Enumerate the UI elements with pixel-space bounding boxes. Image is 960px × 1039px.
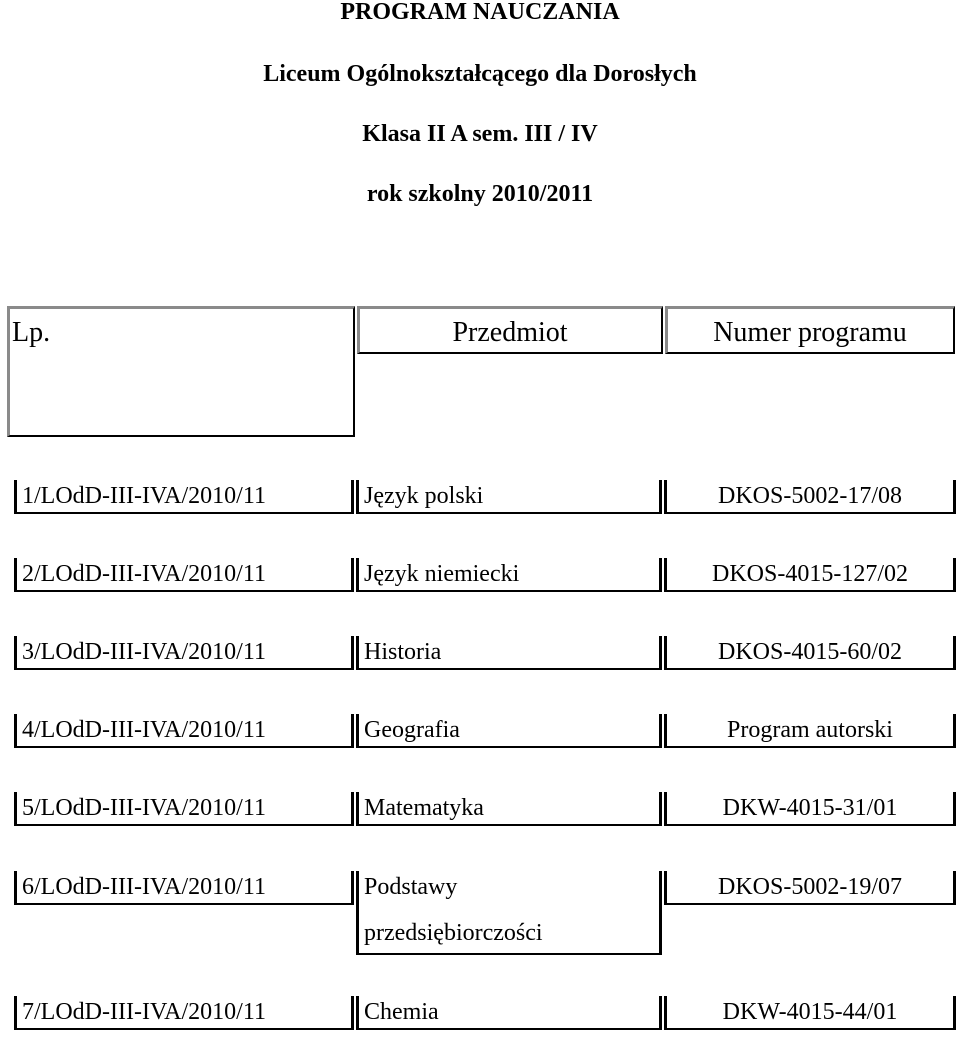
row-1-program-cell: [664, 480, 956, 514]
row-1-lp-cell: [14, 480, 354, 514]
column-header-subject: [357, 306, 663, 354]
row-2-lp: 2/LOdD-III-IVA/2010/11: [22, 561, 266, 587]
row-3-program: DKOS-4015-60/02: [718, 639, 902, 665]
row-3-lp: 3/LOdD-III-IVA/2010/11: [22, 639, 266, 665]
row-6-subject: Podstawy: [364, 874, 458, 900]
document-title: PROGRAM NAUCZANIA: [340, 0, 620, 25]
row-2-program: DKOS-4015-127/02: [712, 561, 908, 587]
row-4-lp: 4/LOdD-III-IVA/2010/11: [22, 717, 266, 743]
row-3-subject: Historia: [364, 639, 442, 665]
row-1-subject-cell: [356, 480, 662, 514]
row-5-lp: 5/LOdD-III-IVA/2010/11: [22, 795, 266, 821]
school-name: Liceum Ogólnokształcącego dla Dorosłych: [263, 61, 697, 87]
row-2-subject-cell: [356, 558, 662, 592]
column-header-subject-label: Przedmiot: [452, 317, 568, 348]
row-6-lp-cell: [14, 871, 354, 905]
row-2-lp-cell: [14, 558, 354, 592]
row-7-subject: Chemia: [364, 999, 439, 1025]
row-5-lp-cell: [14, 792, 354, 826]
row-5-program: DKW-4015-31/01: [722, 795, 898, 821]
row-2-subject: Język niemiecki: [364, 561, 520, 587]
column-header-program-label: Numer programu: [713, 317, 907, 348]
row-5-subject-cell: [356, 792, 662, 826]
column-header-program: [665, 306, 955, 354]
row-6-lp: 6/LOdD-III-IVA/2010/11: [22, 874, 266, 900]
row-7-subject-cell: [356, 996, 662, 1030]
row-4-subject: Geografia: [364, 717, 460, 743]
row-7-program-cell: [664, 996, 956, 1030]
row-6-program: DKOS-5002-19/07: [718, 874, 902, 900]
row-4-program-cell: [664, 714, 956, 748]
row-3-program-cell: [664, 636, 956, 670]
column-header-lp-label: Lp.: [12, 317, 51, 348]
school-year: rok szkolny 2010/2011: [366, 181, 594, 207]
row-4-lp-cell: [14, 714, 354, 748]
row-2-program-cell: [664, 558, 956, 592]
row-1-subject: Język polski: [364, 483, 484, 509]
row-3-subject-cell: [356, 636, 662, 670]
row-1-lp: 1/LOdD-III-IVA/2010/11: [22, 483, 266, 509]
row-7-program: DKW-4015-44/01: [722, 999, 898, 1025]
row-4-program: Program autorski: [727, 717, 893, 743]
row-5-subject: Matematyka: [364, 795, 484, 821]
column-header-lp: [7, 306, 355, 437]
row-4-subject-cell: [356, 714, 662, 748]
class-name: Klasa II A sem. III / IV: [362, 121, 598, 147]
row-7-lp: 7/LOdD-III-IVA/2010/11: [22, 999, 266, 1025]
row-6-subject-cell: [356, 871, 662, 955]
row-6-program-cell: [664, 871, 956, 905]
row-6-subject-line2: przedsiębiorczości: [364, 920, 543, 946]
row-7-lp-cell: [14, 996, 354, 1030]
row-1-program: DKOS-5002-17/08: [718, 483, 902, 509]
row-5-program-cell: [664, 792, 956, 826]
row-3-lp-cell: [14, 636, 354, 670]
